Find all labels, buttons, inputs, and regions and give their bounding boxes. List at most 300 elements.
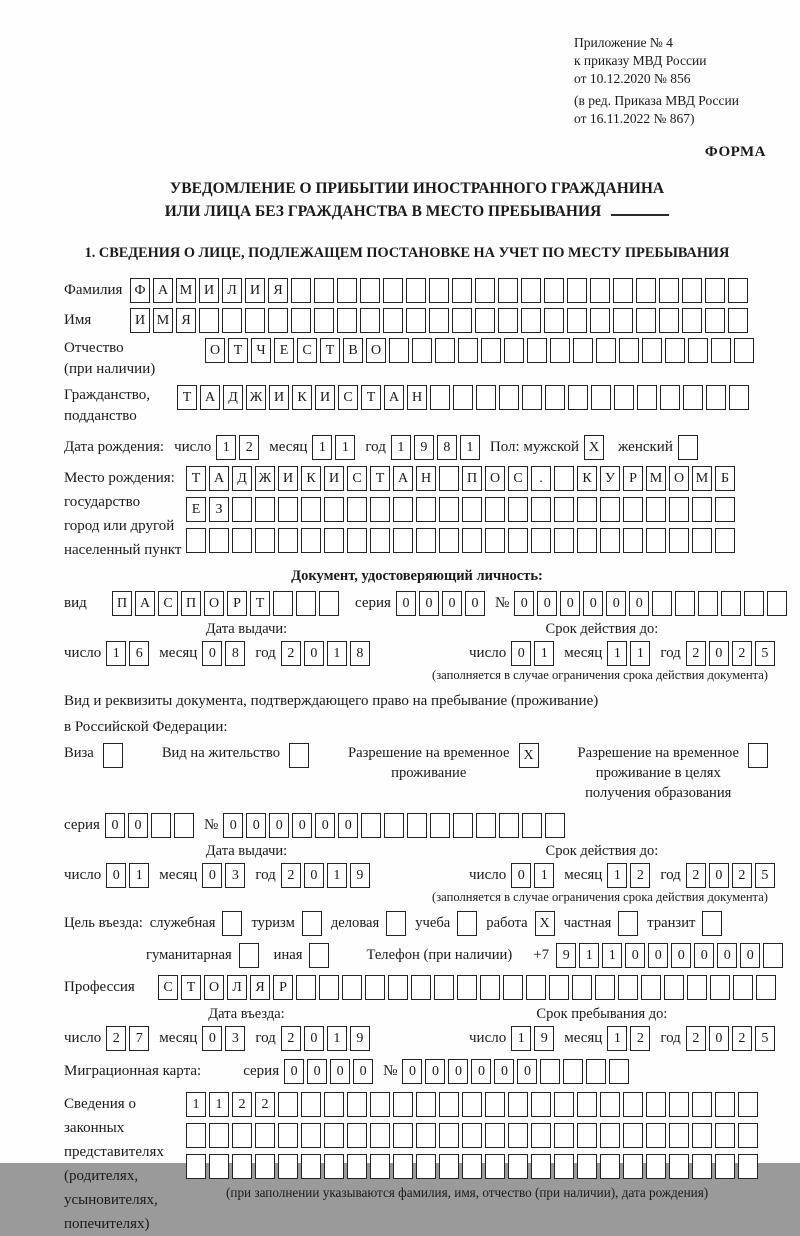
permit-number-cell[interactable] [430,813,450,838]
permit-number-cell[interactable] [407,813,427,838]
iddoc-number-cell[interactable]: 0 [606,591,626,616]
firstname-cell[interactable] [314,308,334,333]
representative-cell[interactable] [738,1123,758,1148]
representative-cell[interactable] [416,1154,436,1179]
iddoc-type-cell[interactable]: Т [250,591,270,616]
representative-cell[interactable] [577,1123,597,1148]
iddoc-series-cell[interactable]: 0 [419,591,439,616]
patronymic-cell[interactable]: С [297,338,317,363]
firstname-cell[interactable] [544,308,564,333]
profession-cell[interactable]: Л [227,975,247,1000]
representative-cell[interactable] [646,1092,666,1117]
citizenship-cell[interactable] [660,385,680,410]
migration-series-cell[interactable]: 0 [353,1059,373,1084]
representative-cell[interactable] [209,1154,229,1179]
profession-cell[interactable]: Т [181,975,201,1000]
purpose-business-checkbox[interactable] [222,911,242,936]
patronymic-cell[interactable] [665,338,685,363]
birthplace-cell[interactable]: К [301,466,321,491]
firstname-cell[interactable]: Я [176,308,196,333]
representative-cell[interactable] [715,1092,735,1117]
birth-year-cell[interactable]: 1 [460,435,480,460]
migration-series-cell[interactable]: 0 [284,1059,304,1084]
iddoc-series-cell[interactable]: 0 [396,591,416,616]
permit-series-cell[interactable]: 0 [128,813,148,838]
representative-cell[interactable] [370,1123,390,1148]
phone-cell[interactable]: 0 [740,943,760,968]
patronymic-cell[interactable]: В [343,338,363,363]
purpose-work-checkbox[interactable]: X [535,911,555,936]
edu-permit-checkbox[interactable] [748,743,768,768]
iddoc-number-cell[interactable] [675,591,695,616]
birthplace-cell[interactable] [715,497,735,522]
birthplace-cell[interactable] [692,528,712,553]
iddoc-issue-year-cell[interactable]: 0 [304,641,324,666]
firstname-cell[interactable] [452,308,472,333]
entry-year-cell[interactable]: 9 [350,1026,370,1051]
birthplace-cell[interactable]: З [209,497,229,522]
birth-year-cell[interactable]: 8 [437,435,457,460]
permit-issue-year-cell[interactable]: 1 [327,863,347,888]
profession-cell[interactable] [549,975,569,1000]
representative-cell[interactable]: 1 [209,1092,229,1117]
birthplace-cell[interactable] [623,497,643,522]
birthplace-cell[interactable] [485,528,505,553]
phone-cell[interactable]: 0 [625,943,645,968]
firstname-cell[interactable] [636,308,656,333]
permit-series-cell[interactable]: 0 [105,813,125,838]
phone-cell[interactable]: 9 [556,943,576,968]
profession-cell[interactable] [342,975,362,1000]
migration-series-cell[interactable]: 0 [330,1059,350,1084]
firstname-cell[interactable] [705,308,725,333]
firstname-cell[interactable]: М [153,308,173,333]
representative-cell[interactable] [485,1092,505,1117]
profession-cell[interactable] [434,975,454,1000]
iddoc-issue-month-cell[interactable]: 8 [225,641,245,666]
citizenship-cell[interactable] [499,385,519,410]
birthplace-cell[interactable] [232,497,252,522]
birthplace-cell[interactable]: Б [715,466,735,491]
birthplace-cell[interactable] [600,497,620,522]
iddoc-number-cell[interactable]: 0 [537,591,557,616]
representative-cell[interactable] [669,1092,689,1117]
stay-year-cell[interactable]: 5 [755,1026,775,1051]
iddoc-number-cell[interactable] [744,591,764,616]
surname-cell[interactable]: М [176,278,196,303]
birthplace-cell[interactable] [347,497,367,522]
citizenship-cell[interactable] [476,385,496,410]
representative-cell[interactable] [623,1123,643,1148]
birthplace-cell[interactable]: К [577,466,597,491]
representative-cell[interactable] [600,1154,620,1179]
representative-cell[interactable] [508,1154,528,1179]
representative-cell[interactable] [209,1123,229,1148]
surname-cell[interactable]: Л [222,278,242,303]
representative-cell[interactable] [623,1154,643,1179]
citizenship-cell[interactable]: И [315,385,335,410]
birthplace-cell[interactable] [439,528,459,553]
citizenship-cell[interactable]: Т [177,385,197,410]
iddoc-type-cell[interactable]: О [204,591,224,616]
citizenship-cell[interactable]: Д [223,385,243,410]
stay-month-cell[interactable]: 1 [607,1026,627,1051]
entry-day-cell[interactable]: 7 [129,1026,149,1051]
phone-cell[interactable]: 1 [602,943,622,968]
birthplace-cell[interactable] [531,497,551,522]
purpose-commercial-checkbox[interactable] [386,911,406,936]
representative-cell[interactable] [347,1154,367,1179]
birthplace-cell[interactable] [669,528,689,553]
birthplace-cell[interactable] [577,528,597,553]
surname-cell[interactable]: Ф [130,278,150,303]
profession-cell[interactable] [319,975,339,1000]
profession-cell[interactable] [618,975,638,1000]
birthplace-cell[interactable]: С [347,466,367,491]
entry-year-cell[interactable]: 2 [281,1026,301,1051]
birthplace-cell[interactable] [462,497,482,522]
permit-issue-day-cell[interactable]: 1 [129,863,149,888]
patronymic-cell[interactable]: Е [274,338,294,363]
birthplace-cell[interactable] [255,528,275,553]
representative-cell[interactable] [600,1123,620,1148]
birth-year-cell[interactable]: 1 [391,435,411,460]
profession-cell[interactable]: С [158,975,178,1000]
representative-cell[interactable] [232,1123,252,1148]
permit-series-cell[interactable] [174,813,194,838]
representative-cell[interactable] [393,1092,413,1117]
representative-cell[interactable] [301,1123,321,1148]
surname-cell[interactable] [383,278,403,303]
birthplace-cell[interactable] [324,528,344,553]
migration-number-cell[interactable] [563,1059,583,1084]
surname-cell[interactable] [406,278,426,303]
patronymic-cell[interactable] [711,338,731,363]
citizenship-cell[interactable]: С [338,385,358,410]
surname-cell[interactable] [682,278,702,303]
patronymic-cell[interactable] [642,338,662,363]
representative-cell[interactable]: 1 [186,1092,206,1117]
representative-cell[interactable] [554,1092,574,1117]
representative-cell[interactable] [669,1154,689,1179]
permit-valid-year-cell[interactable]: 0 [709,863,729,888]
profession-cell[interactable] [710,975,730,1000]
patronymic-cell[interactable] [596,338,616,363]
iddoc-type-cell[interactable]: С [158,591,178,616]
representative-cell[interactable] [416,1092,436,1117]
patronymic-cell[interactable] [550,338,570,363]
citizenship-cell[interactable] [637,385,657,410]
profession-cell[interactable] [480,975,500,1000]
birthplace-cell[interactable] [508,528,528,553]
stay-year-cell[interactable]: 2 [732,1026,752,1051]
surname-cell[interactable]: И [199,278,219,303]
representative-cell[interactable] [692,1154,712,1179]
iddoc-valid-year-cell[interactable]: 2 [732,641,752,666]
phone-cell[interactable]: 1 [579,943,599,968]
iddoc-issue-year-cell[interactable]: 2 [281,641,301,666]
patronymic-cell[interactable] [504,338,524,363]
representative-cell[interactable] [301,1092,321,1117]
birthplace-cell[interactable]: Н [416,466,436,491]
iddoc-valid-year-cell[interactable]: 0 [709,641,729,666]
entry-year-cell[interactable]: 1 [327,1026,347,1051]
permit-number-cell[interactable]: 0 [246,813,266,838]
citizenship-cell[interactable] [706,385,726,410]
phone-cell[interactable] [763,943,783,968]
phone-cell[interactable]: 0 [671,943,691,968]
firstname-cell[interactable] [728,308,748,333]
purpose-transit-checkbox[interactable] [702,911,722,936]
firstname-cell[interactable] [291,308,311,333]
representative-cell[interactable] [347,1123,367,1148]
birthplace-cell[interactable] [669,497,689,522]
surname-cell[interactable] [475,278,495,303]
citizenship-cell[interactable]: Т [361,385,381,410]
phone-cell[interactable]: 0 [717,943,737,968]
representative-cell[interactable] [439,1154,459,1179]
representative-cell[interactable] [462,1154,482,1179]
migration-number-cell[interactable]: 0 [402,1059,422,1084]
representative-cell[interactable] [462,1123,482,1148]
birthplace-cell[interactable] [370,497,390,522]
birthplace-cell[interactable] [692,497,712,522]
firstname-cell[interactable] [429,308,449,333]
permit-issue-year-cell[interactable]: 0 [304,863,324,888]
representative-cell[interactable] [462,1092,482,1117]
permit-issue-month-cell[interactable]: 0 [202,863,222,888]
representative-cell[interactable] [232,1154,252,1179]
stay-year-cell[interactable]: 2 [686,1026,706,1051]
iddoc-number-cell[interactable] [767,591,787,616]
surname-cell[interactable] [728,278,748,303]
birthplace-cell[interactable]: А [209,466,229,491]
profession-cell[interactable] [641,975,661,1000]
permit-number-cell[interactable]: 0 [223,813,243,838]
permit-valid-month-cell[interactable]: 2 [630,863,650,888]
iddoc-type-cell[interactable]: А [135,591,155,616]
firstname-cell[interactable] [406,308,426,333]
firstname-cell[interactable] [245,308,265,333]
permit-issue-year-cell[interactable]: 9 [350,863,370,888]
representative-cell[interactable] [508,1092,528,1117]
firstname-cell[interactable]: И [130,308,150,333]
profession-cell[interactable]: О [204,975,224,1000]
citizenship-cell[interactable]: И [269,385,289,410]
profession-cell[interactable] [365,975,385,1000]
birthplace-cell[interactable] [462,528,482,553]
permit-issue-day-cell[interactable]: 0 [106,863,126,888]
iddoc-type-cell[interactable]: П [181,591,201,616]
citizenship-cell[interactable]: К [292,385,312,410]
permit-valid-year-cell[interactable]: 2 [686,863,706,888]
representative-cell[interactable] [554,1154,574,1179]
purpose-study-checkbox[interactable] [457,911,477,936]
representative-cell[interactable] [278,1154,298,1179]
permit-number-cell[interactable] [499,813,519,838]
iddoc-valid-month-cell[interactable]: 1 [607,641,627,666]
surname-cell[interactable] [659,278,679,303]
firstname-cell[interactable] [199,308,219,333]
patronymic-cell[interactable] [389,338,409,363]
permit-valid-day-cell[interactable]: 1 [534,863,554,888]
migration-number-cell[interactable] [586,1059,606,1084]
citizenship-cell[interactable] [522,385,542,410]
birthplace-cell[interactable]: Р [623,466,643,491]
surname-cell[interactable] [291,278,311,303]
permit-number-cell[interactable] [384,813,404,838]
birthplace-cell[interactable]: . [531,466,551,491]
purpose-tourism-checkbox[interactable] [302,911,322,936]
patronymic-cell[interactable] [619,338,639,363]
surname-cell[interactable]: И [245,278,265,303]
iddoc-valid-day-cell[interactable]: 1 [534,641,554,666]
birthplace-cell[interactable]: Ж [255,466,275,491]
surname-cell[interactable] [636,278,656,303]
surname-cell[interactable]: Я [268,278,288,303]
iddoc-number-cell[interactable]: 0 [514,591,534,616]
profession-cell[interactable] [411,975,431,1000]
representative-cell[interactable] [324,1154,344,1179]
surname-cell[interactable] [590,278,610,303]
birthplace-cell[interactable]: О [669,466,689,491]
patronymic-cell[interactable] [481,338,501,363]
purpose-humanitarian-checkbox[interactable] [239,943,259,968]
residence-checkbox[interactable] [289,743,309,768]
representative-cell[interactable] [738,1092,758,1117]
iddoc-type-cell[interactable]: Р [227,591,247,616]
purpose-private-checkbox[interactable] [618,911,638,936]
migration-number-cell[interactable]: 0 [425,1059,445,1084]
citizenship-cell[interactable] [430,385,450,410]
representative-cell[interactable] [692,1092,712,1117]
surname-cell[interactable] [705,278,725,303]
patronymic-cell[interactable]: Т [320,338,340,363]
profession-cell[interactable] [595,975,615,1000]
profession-cell[interactable]: Я [250,975,270,1000]
representative-cell[interactable] [393,1123,413,1148]
iddoc-number-cell[interactable] [698,591,718,616]
firstname-cell[interactable] [567,308,587,333]
patronymic-cell[interactable] [458,338,478,363]
surname-cell[interactable] [567,278,587,303]
birthplace-cell[interactable] [370,528,390,553]
birthplace-cell[interactable]: Т [370,466,390,491]
temp-permit-checkbox[interactable]: X [519,743,539,768]
patronymic-cell[interactable] [527,338,547,363]
profession-cell[interactable] [388,975,408,1000]
permit-valid-year-cell[interactable]: 2 [732,863,752,888]
citizenship-cell[interactable] [545,385,565,410]
representative-cell[interactable] [646,1154,666,1179]
representative-cell[interactable] [278,1123,298,1148]
iddoc-valid-month-cell[interactable]: 1 [630,641,650,666]
iddoc-series-cell[interactable]: 0 [442,591,462,616]
representative-cell[interactable] [600,1092,620,1117]
birthplace-cell[interactable]: М [646,466,666,491]
representative-cell[interactable] [370,1092,390,1117]
representative-cell[interactable]: 2 [255,1092,275,1117]
birthplace-cell[interactable] [301,528,321,553]
firstname-cell[interactable] [337,308,357,333]
entry-month-cell[interactable]: 3 [225,1026,245,1051]
phone-cell[interactable]: 0 [648,943,668,968]
representative-cell[interactable] [715,1154,735,1179]
birthplace-cell[interactable]: Т [186,466,206,491]
iddoc-series-cell[interactable]: 0 [465,591,485,616]
iddoc-issue-year-cell[interactable]: 1 [327,641,347,666]
birthplace-cell[interactable] [439,466,459,491]
iddoc-issue-month-cell[interactable]: 0 [202,641,222,666]
firstname-cell[interactable] [590,308,610,333]
birthplace-cell[interactable] [715,528,735,553]
birthplace-cell[interactable] [324,497,344,522]
representative-cell[interactable] [738,1154,758,1179]
profession-cell[interactable] [756,975,776,1000]
surname-cell[interactable] [521,278,541,303]
representative-cell[interactable] [531,1123,551,1148]
representative-cell[interactable] [347,1092,367,1117]
birthplace-cell[interactable] [554,466,574,491]
representative-cell[interactable] [508,1123,528,1148]
surname-cell[interactable] [429,278,449,303]
representative-cell[interactable] [485,1123,505,1148]
representative-cell[interactable] [577,1092,597,1117]
birthplace-cell[interactable] [186,528,206,553]
patronymic-cell[interactable] [435,338,455,363]
citizenship-cell[interactable] [614,385,634,410]
iddoc-type-cell[interactable] [319,591,339,616]
entry-year-cell[interactable]: 0 [304,1026,324,1051]
birthplace-cell[interactable] [623,528,643,553]
representative-cell[interactable] [393,1154,413,1179]
stay-year-cell[interactable]: 0 [709,1026,729,1051]
firstname-cell[interactable] [682,308,702,333]
migration-number-cell[interactable]: 0 [517,1059,537,1084]
iddoc-number-cell[interactable] [652,591,672,616]
birthplace-cell[interactable] [347,528,367,553]
representative-cell[interactable] [255,1123,275,1148]
profession-cell[interactable] [687,975,707,1000]
phone-cell[interactable]: 0 [694,943,714,968]
birthplace-cell[interactable] [278,497,298,522]
firstname-cell[interactable] [383,308,403,333]
patronymic-cell[interactable]: Ч [251,338,271,363]
surname-cell[interactable] [337,278,357,303]
visa-checkbox[interactable] [103,743,123,768]
surname-cell[interactable] [314,278,334,303]
permit-issue-year-cell[interactable]: 2 [281,863,301,888]
iddoc-number-cell[interactable] [721,591,741,616]
iddoc-issue-year-cell[interactable]: 8 [350,641,370,666]
permit-number-cell[interactable] [545,813,565,838]
birthplace-cell[interactable] [209,528,229,553]
profession-cell[interactable] [526,975,546,1000]
birthplace-cell[interactable] [554,528,574,553]
birth-day-cell[interactable]: 1 [216,435,236,460]
representative-cell[interactable] [485,1154,505,1179]
sex-female-checkbox[interactable] [678,435,698,460]
surname-cell[interactable] [544,278,564,303]
birthplace-cell[interactable] [416,528,436,553]
surname-cell[interactable] [498,278,518,303]
profession-cell[interactable] [457,975,477,1000]
iddoc-valid-day-cell[interactable]: 0 [511,641,531,666]
purpose-other-checkbox[interactable] [309,943,329,968]
iddoc-issue-day-cell[interactable]: 6 [129,641,149,666]
firstname-cell[interactable] [498,308,518,333]
representative-cell[interactable] [669,1123,689,1148]
